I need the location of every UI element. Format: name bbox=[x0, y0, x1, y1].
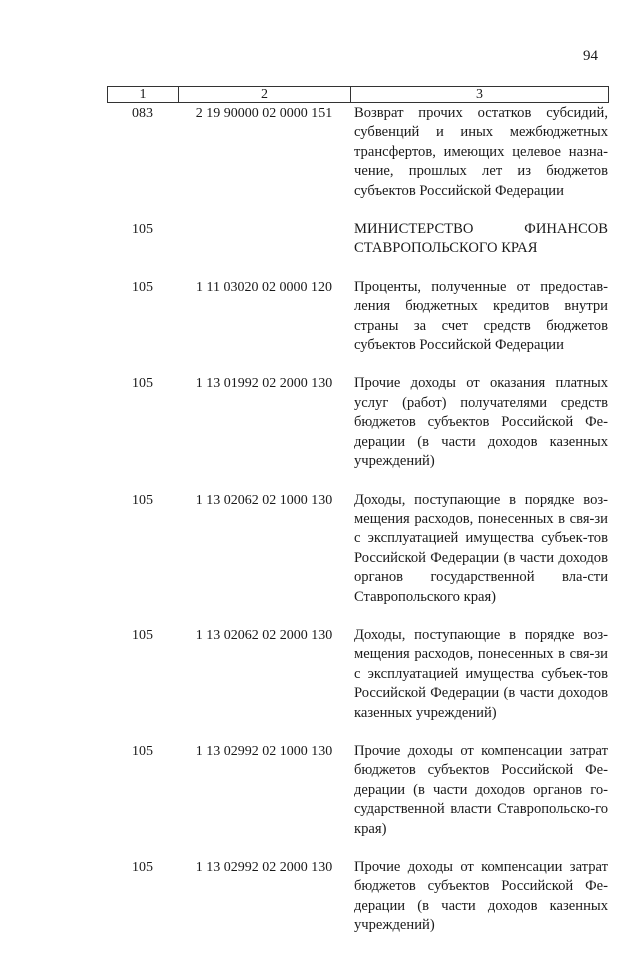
income-name: МИНИСТЕРСТВО ФИНАНСОВ СТАВРОПОЛЬСКОГО КРАЯ bbox=[354, 221, 608, 257]
budget-class-code: 1 13 01992 02 2000 130 bbox=[195, 376, 333, 392]
budget-class-code: 1 13 02062 02 1000 130 bbox=[195, 492, 333, 508]
income-name: Доходы, поступающие в порядке воз-мещения расходов, понесенных в свя-зи с эксплуатацией имущества субъек-тов Российской Федерации (в части доходов органов государственной вла-сти Ставропольского края) bbox=[354, 491, 608, 605]
table-body bbox=[107, 104, 609, 955]
header-col-3: 3 bbox=[476, 87, 483, 102]
income-name: Возврат прочих остатков субсидий, субвенций и иных межбюджетных трансфертов, имеющих целевое назна-чение, прошлых лет из бюджетов субъектов Российской Федерации bbox=[354, 105, 608, 199]
budget-class-code: 1 13 02062 02 2000 130 bbox=[195, 627, 333, 643]
page-number: 94 bbox=[583, 48, 598, 64]
budget-class-code: 1 11 03020 02 0000 120 bbox=[196, 279, 332, 295]
header-col-2: 2 bbox=[179, 87, 351, 102]
table-row bbox=[107, 104, 609, 201]
budget-class-code: 1 13 02992 02 1000 130 bbox=[195, 743, 333, 759]
admin-code: 105 bbox=[132, 279, 153, 295]
admin-code: 105 bbox=[132, 627, 153, 643]
admin-code: 083 bbox=[132, 106, 153, 121]
table-row bbox=[107, 491, 609, 607]
income-name: Прочие доходы от компенсации затрат бюджетов субъектов Российской Фе-дерации (в части доходов казенных учреждений) bbox=[354, 859, 608, 934]
admin-code: 105 bbox=[132, 492, 153, 508]
admin-code: 105 bbox=[132, 222, 153, 238]
admin-code: 105 bbox=[132, 743, 153, 759]
admin-code: 105 bbox=[132, 860, 153, 875]
table-row bbox=[107, 220, 609, 259]
budget-class-code: 1 13 02992 02 2000 130 bbox=[195, 860, 333, 875]
income-name: Доходы, поступающие в порядке воз-мещения расходов, понесенных в свя-зи с эксплуатацией имущества субъек-тов Российской Федерации (в части доходов казенных учреждений) bbox=[354, 626, 608, 721]
income-name: Прочие доходы от компенсации затрат бюджетов субъектов Российской Фе-дерации (в части доходов органов го-сударственной власти Ставропольско-го края) bbox=[354, 742, 608, 837]
income-name: Прочие доходы от оказания платных услуг (работ) получателями средств бюджетов субъектов Российской Фе-дерации (в части доходов казенных учреждений) bbox=[354, 375, 608, 470]
income-name: Проценты, полученные от предостав-ления бюджетных кредитов внутри страны за счет средств бюджетов субъектов Российской Федерации bbox=[354, 278, 608, 354]
table-row bbox=[107, 278, 609, 356]
budget-class-code bbox=[178, 220, 350, 259]
budget-class-code: 2 19 90000 02 0000 151 bbox=[195, 106, 333, 121]
table-row bbox=[107, 374, 609, 471]
table-row bbox=[107, 626, 609, 723]
header-col-1: 1 bbox=[108, 87, 179, 102]
table-header bbox=[107, 86, 609, 103]
admin-code: 105 bbox=[132, 376, 153, 392]
table-row bbox=[107, 742, 609, 839]
table-row bbox=[107, 858, 609, 936]
